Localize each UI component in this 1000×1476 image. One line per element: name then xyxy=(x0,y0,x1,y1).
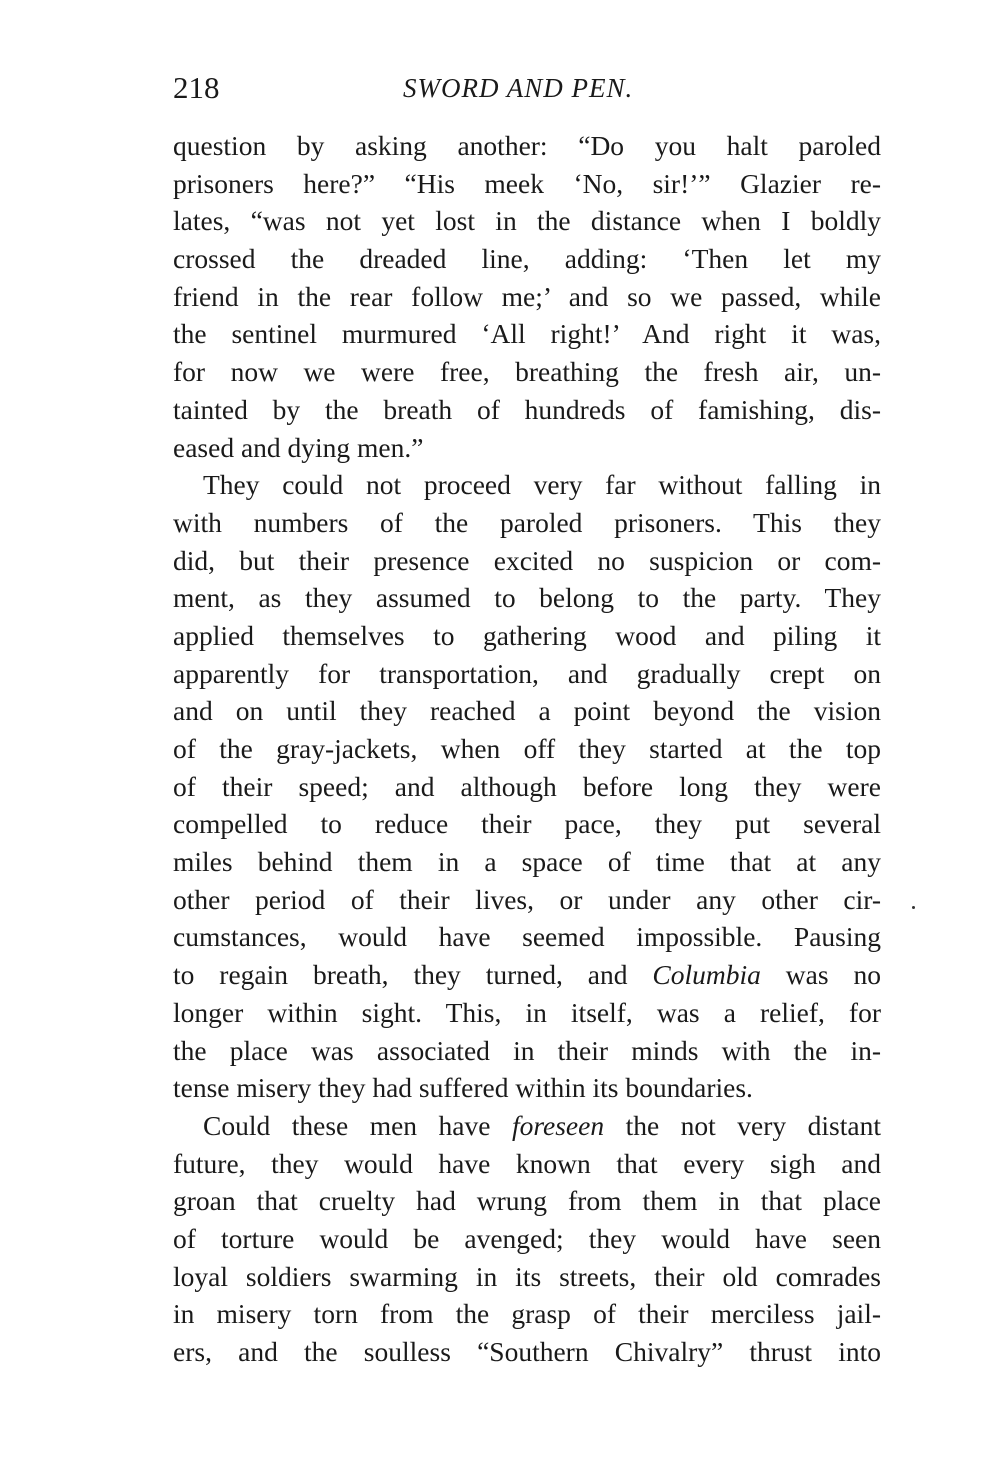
text-line: with numbers of the paroled prisoners. This they xyxy=(173,506,881,538)
page-number: 218 xyxy=(173,70,220,105)
body-text xyxy=(173,127,881,1371)
text-line: the place was associated in their minds with the in- xyxy=(173,1034,881,1066)
text-line: Could these men have foreseen the not very distant xyxy=(203,1109,881,1141)
text-line: apparently for transportation, and gradually crept on xyxy=(173,657,881,689)
running-title: SWORD AND PEN. xyxy=(403,73,634,103)
text-line: did, but their presence excited no suspicion or com- xyxy=(173,544,881,576)
italic-word: Columbia xyxy=(652,959,761,991)
text-line: They could not proceed very far without falling in xyxy=(203,469,881,501)
text-line: question by asking another: “Do you halt paroled xyxy=(173,130,881,161)
text-line: and on until they reached a point beyond the vision xyxy=(173,695,881,727)
text-line: compelled to reduce their pace, they put several xyxy=(173,808,881,840)
text-line: cumstances, would have seemed impossible. Pausing xyxy=(173,921,881,953)
text-line: tense misery they had suffered within its boundaries. xyxy=(173,1072,753,1104)
text-line: ment, as they assumed to belong to the party. They xyxy=(173,582,881,614)
text-line: of the gray-jackets, when off they started at the top xyxy=(173,733,881,764)
text-line: in misery torn from the grasp of their merciless jail- xyxy=(173,1298,881,1330)
text-line: miles behind them in a space of time that at any xyxy=(173,846,881,878)
text-line: the sentinel murmured ‘All right!’ And right it was, xyxy=(173,318,881,350)
text-line: future, they would have known that every sigh and xyxy=(173,1147,881,1179)
text-line: for now we were free, breathing the fresh air, un- xyxy=(173,356,881,388)
text-line: crossed the dreaded line, adding: ‘Then let my xyxy=(173,243,881,275)
text-line: friend in the rear follow me;’ and so we passed, while xyxy=(173,280,881,312)
text-line: tainted by the breath of hundreds of famishing, dis- xyxy=(173,393,881,425)
text-line: eased and dying men.” xyxy=(173,431,424,463)
text-line: applied themselves to gathering wood and piling it xyxy=(173,619,881,651)
text-line: groan that cruelty had wrung from them in that place xyxy=(173,1185,881,1217)
text-line: other period of their lives, or under any other cir- xyxy=(173,883,881,915)
page-header xyxy=(173,66,883,110)
text-line: lates, “was not yet lost in the distance when I boldly xyxy=(173,205,881,237)
text-line: to regain breath, they turned, and Columbia was no xyxy=(173,959,881,991)
text-line: longer within sight. This, in itself, was a relief, for xyxy=(173,996,881,1028)
text-line: ers, and the soulless “Southern Chivalry” thrust into xyxy=(173,1336,881,1367)
text-line: of their speed; and although before long they were xyxy=(173,770,881,802)
text-line: of torture would be avenged; they would have seen xyxy=(173,1222,881,1254)
italic-word: foreseen xyxy=(511,1109,605,1141)
text-line: prisoners here?” “His meek ‘No, sir!’” Glazier re- xyxy=(173,167,881,199)
text-line: loyal soldiers swarming in its streets, their old comrades xyxy=(173,1260,881,1292)
margin-speck xyxy=(912,906,915,909)
